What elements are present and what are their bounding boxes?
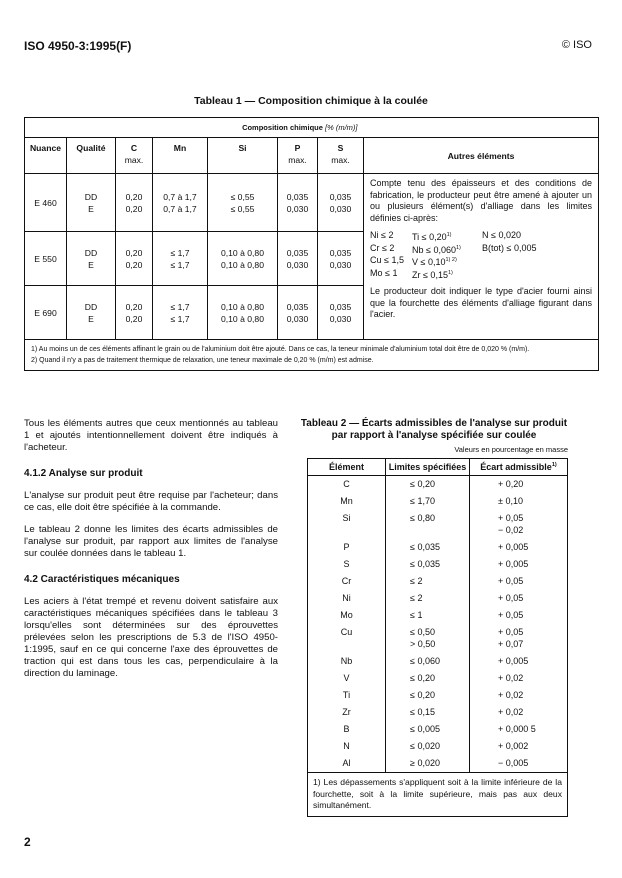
limit-cell: ≤ 0,020: [386, 738, 470, 755]
table-row: [308, 738, 568, 755]
limit-cell: ≤ 0,20: [386, 687, 470, 704]
element-cell: Nb: [308, 653, 386, 670]
deviation-cell: + 0,005: [470, 539, 568, 556]
section-heading-4-2: 4.2 Caractéristiques mécaniques: [24, 574, 180, 585]
table-cell-s: 0,035 0,030: [318, 286, 364, 340]
table-row: [308, 556, 568, 573]
table-cell-qualite: DD E: [67, 286, 116, 340]
table-row: [308, 624, 568, 653]
section-heading-4-1-2: 4.1.2 Analyse sur produit: [24, 468, 143, 479]
paragraph: Les aciers à l'état trempé et revenu doivent satisfaire aux caractéristiques mécaniques spécifiées dans le tableau 3 lorsqu'elles sont déterminées sur des éprouvettes prélevées selon les prescriptions de 5.3 de l'ISO 4950-1:1995, sauf en ce qui concerne l'axe des éprouvettes de traction qui est dans tous les cas, perpendiculaire à la direction du laminage.: [24, 596, 278, 679]
deviation-cell: − 0,005: [470, 755, 568, 773]
table-row: [308, 607, 568, 624]
left-column: [24, 418, 278, 680]
element-cell: Ni: [308, 590, 386, 607]
column-header: S max.: [318, 138, 364, 174]
element-cell: C: [308, 476, 386, 494]
table2: [307, 458, 568, 817]
limit-cell: ≤ 2: [386, 590, 470, 607]
table-cell-p: 0,035 0,030: [278, 286, 318, 340]
limit-cell: ≤ 0,15: [386, 704, 470, 721]
table1-title: Tableau 1 — Composition chimique à la coulée: [194, 95, 428, 107]
table-cell-si: ≤ 0,55 ≤ 0,55: [208, 174, 278, 232]
table2-title: Tableau 2 — Écarts admissibles de l'analyse sur produit par rapport à l'analyse spécifiée sur coulée: [300, 418, 568, 441]
table1-footnotes: 1) Au moins un de ces éléments affinant le grain ou de l'aluminium doit être ajouté. Dans ce cas, la teneur minimale d'aluminium total doit être de 0,020 % (m/m). 2) Quand il n'y a pas de traitement thermique de relaxation, une teneur maximale de 0,20 % (m/m) est admise.: [25, 340, 599, 371]
table-cell-p: 0,035 0,030: [278, 174, 318, 232]
deviation-cell: + 0,005: [470, 556, 568, 573]
table-cell-c: 0,20 0,20: [116, 174, 153, 232]
limit-cell: ≤ 0,20: [386, 476, 470, 494]
table-cell-nuance: E 690: [25, 286, 67, 340]
deviation-cell: + 0,02: [470, 687, 568, 704]
deviation-cell: + 0,05: [470, 607, 568, 624]
table-cell-nuance: E 460: [25, 174, 67, 232]
paragraph: Tous les éléments autres que ceux mentionnés au tableau 1 et ajoutés intentionnellement doivent être indiqués à l'acheteur.: [24, 418, 278, 453]
element-cell: B: [308, 721, 386, 738]
deviation-cell: + 0,02: [470, 704, 568, 721]
element-cell: Al: [308, 755, 386, 773]
paragraph: Le tableau 2 donne les limites des écarts admissibles de l'analyse sur produit, par rapport aux limites de l'analyse sur coulée données dans le tableau 1.: [24, 524, 278, 559]
table-row: [308, 721, 568, 738]
column-header: Qualité: [67, 138, 116, 174]
table-cell-c: 0,20 0,20: [116, 286, 153, 340]
deviation-cell: + 0,002: [470, 738, 568, 755]
standard-number: ISO 4950-3:1995(F): [24, 39, 132, 53]
table-row: [308, 590, 568, 607]
column-header: Si: [208, 138, 278, 174]
limit-cell: ≤ 0,060: [386, 653, 470, 670]
table1-group-header: Composition chimique [% (m/m)]: [25, 118, 364, 138]
deviation-cell: + 0,05 − 0,02: [470, 510, 568, 539]
deviation-cell: + 0,20: [470, 476, 568, 494]
table-row: [25, 174, 599, 232]
table2-footnote: 1) Les dépassements s'appliquent soit à la limite inférieure de la fourchette, soit à la limite supérieure, mais pas aux deux simultanément.: [308, 773, 568, 817]
deviation-cell: + 0,05 + 0,07: [470, 624, 568, 653]
limit-cell: ≤ 1: [386, 607, 470, 624]
deviation-cell: + 0,000 5: [470, 721, 568, 738]
table-cell-mn: 0,7 à 1,7 0,7 à 1,7: [153, 174, 208, 232]
limit-cell: ≤ 0,50 > 0,50: [386, 624, 470, 653]
table-cell-p: 0,035 0,030: [278, 232, 318, 286]
table-cell-nuance: E 550: [25, 232, 67, 286]
page-number: 2: [24, 835, 31, 849]
limit-cell: ≤ 1,70: [386, 493, 470, 510]
column-header: Mn: [153, 138, 208, 174]
deviation-cell: + 0,005: [470, 653, 568, 670]
table-cell-qualite: DD E: [67, 232, 116, 286]
column-header: Élément: [308, 459, 386, 476]
element-cell: Ti: [308, 687, 386, 704]
table-cell-s: 0,035 0,030: [318, 174, 364, 232]
paragraph: L'analyse sur produit peut être requise par l'acheteur; dans ce cas, elle doit être spécifiée à la commande.: [24, 490, 278, 513]
copyright-iso: © ISO: [561, 39, 592, 51]
table-row: [308, 493, 568, 510]
limit-cell: ≤ 0,005: [386, 721, 470, 738]
column-header: Nuance: [25, 138, 67, 174]
deviation-cell: + 0,02: [470, 670, 568, 687]
element-cell: S: [308, 556, 386, 573]
column-header: P max.: [278, 138, 318, 174]
element-cell: Cr: [308, 573, 386, 590]
limit-cell: ≤ 0,20: [386, 670, 470, 687]
deviation-cell: ± 0,10: [470, 493, 568, 510]
limit-cell: ≤ 2: [386, 573, 470, 590]
column-header: Écart admissible$^{1)}$: [470, 459, 568, 476]
table-cell-c: 0,20 0,20: [116, 232, 153, 286]
table1: [24, 117, 599, 371]
table-row: [308, 704, 568, 721]
element-cell: N: [308, 738, 386, 755]
element-cell: P: [308, 539, 386, 556]
limit-cell: ≤ 0,035: [386, 556, 470, 573]
element-cell: Zr: [308, 704, 386, 721]
deviation-cell: + 0,05: [470, 573, 568, 590]
table-cell-mn: ≤ 1,7 ≤ 1,7: [153, 286, 208, 340]
column-header: Autres éléments: [364, 138, 599, 174]
deviation-cell: + 0,05: [470, 590, 568, 607]
element-cell: Si: [308, 510, 386, 539]
element-cell: Cu: [308, 624, 386, 653]
element-cell: Mo: [308, 607, 386, 624]
table-row: [308, 539, 568, 556]
table-cell-si: 0,10 à 0,80 0,10 à 0,80: [208, 286, 278, 340]
table-row: [308, 687, 568, 704]
limit-cell: ≤ 0,80: [386, 510, 470, 539]
table-row: [308, 510, 568, 539]
table-cell-qualite: DD E: [67, 174, 116, 232]
table-cell-mn: ≤ 1,7 ≤ 1,7: [153, 232, 208, 286]
table-row: [308, 755, 568, 773]
table2-unit: Valeurs en pourcentage en masse: [454, 445, 568, 454]
limit-cell: ≤ 0,035: [386, 539, 470, 556]
table-row: [308, 476, 568, 494]
limit-cell: ≥ 0,020: [386, 755, 470, 773]
element-cell: V: [308, 670, 386, 687]
element-cell: Mn: [308, 493, 386, 510]
column-header: C max.: [116, 138, 153, 174]
table-row: [308, 653, 568, 670]
table-row: [308, 573, 568, 590]
column-header: Limites spécifiées: [386, 459, 470, 476]
table-cell-si: 0,10 à 0,80 0,10 à 0,80: [208, 232, 278, 286]
other-elements-cell: Compte tenu des épaisseurs et des conditions de fabrication, le producteur peut être amené à ajouter un ou plusieurs élément(s) d'alliage dans les limites définies ci-après: Ni ≤ 2 $Ti \le 0,20^{1)}$ N ≤ 0,020 Cr ≤ 2 $Nb \le 0,060^{1)}$ B(tot) ≤ 0,005 Cu ≤ 1,5 $V \le 0,10^{1) 2)}$ Mo ≤ 1 $Zr \le 0,15^{1)}$ Le producteur doit indiquer le type d'acier fourni ainsi que la fourchette des éléments d'alliage figurant dans l'acier.: [364, 174, 599, 340]
table-row: [308, 670, 568, 687]
table-cell-s: 0,035 0,030: [318, 232, 364, 286]
